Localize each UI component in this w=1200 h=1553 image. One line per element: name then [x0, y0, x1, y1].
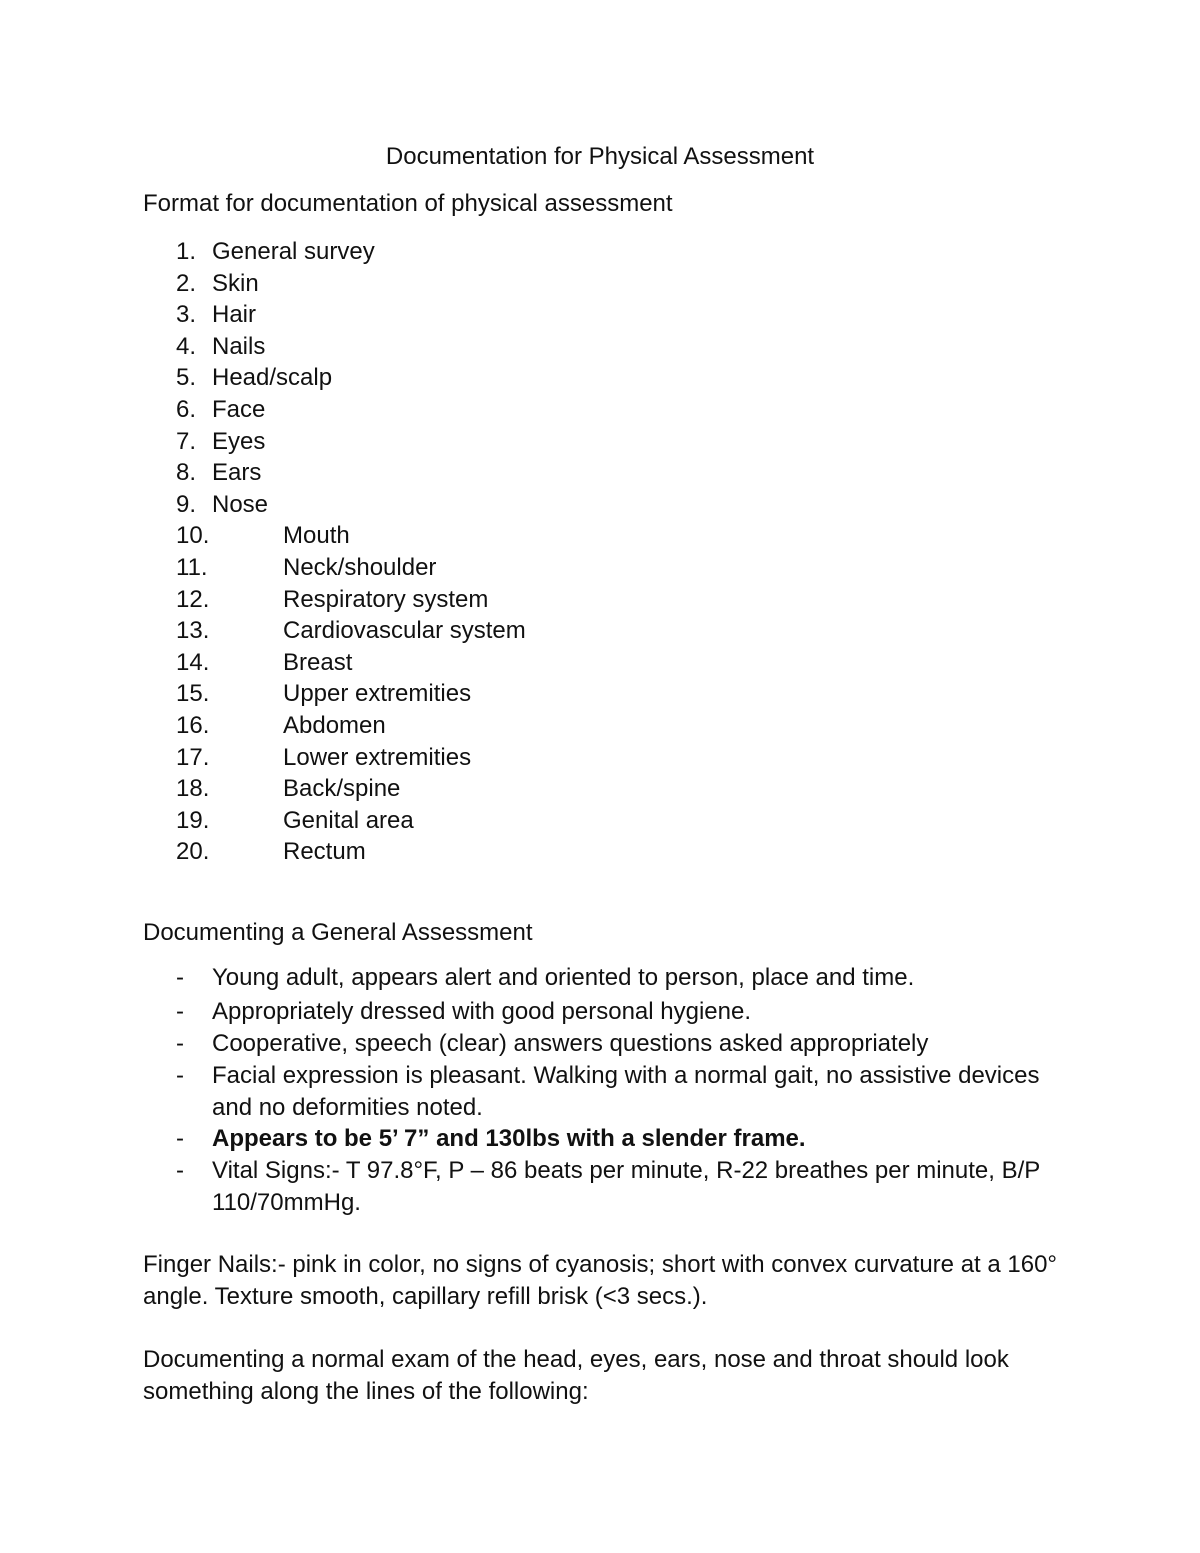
bullet-marker: -: [176, 1125, 184, 1152]
list-item-label: Rectum: [283, 838, 366, 866]
list-item-number: 20.: [176, 838, 210, 866]
list-item-label: Hair: [212, 301, 257, 329]
bullet-marker: -: [176, 1030, 184, 1057]
list-item-label: Face: [212, 396, 266, 423]
list-item-number: 15.: [176, 680, 210, 708]
list-item-number: 4.: [176, 332, 197, 360]
list-item-label: Genital area: [283, 806, 414, 834]
list-item-label: Nails: [212, 332, 266, 360]
list-item-number: 10.: [176, 522, 210, 550]
list-item-number: 19.: [176, 806, 210, 834]
bullet-marker: -: [176, 998, 184, 1025]
list-item-number: 13.: [176, 617, 210, 645]
list-item-label: Breast: [283, 648, 353, 676]
bullet-text: Appears to be 5’ 7” and 130lbs with a slender frame.: [212, 1125, 806, 1152]
list-item-label: Back/spine: [283, 775, 401, 803]
list-item-number: 18.: [176, 775, 210, 803]
list-item-number: 11.: [176, 554, 208, 581]
bullet-text: Appropriately dressed with good personal hygiene.: [212, 998, 752, 1025]
format-heading: Format for documentation of physical assessment: [143, 190, 673, 217]
list-item-label: Abdomen: [283, 712, 386, 739]
bullet-marker: -: [176, 964, 184, 991]
list-item-label: Mouth: [283, 522, 350, 550]
list-item-number: 9.: [176, 490, 197, 518]
list-item-label: Eyes: [212, 427, 266, 455]
list-item-label: Nose: [212, 490, 269, 518]
list-item-label: Respiratory system: [283, 585, 489, 613]
bullet-marker: -: [176, 1062, 184, 1089]
bullet-text: Vital Signs:- T 97.8°F, P – 86 beats per minute, R-22 breathes per minute, B/P 110/70mmHg.: [212, 1157, 1040, 1216]
list-item-number: 1.: [176, 238, 197, 265]
list-item-label: Upper extremities: [283, 680, 472, 708]
list-item-number: 3.: [176, 301, 197, 329]
finger-nails-paragraph: Finger Nails:- pink in color, no signs of cyanosis; short with convex curvature at a 160° angle. Texture smooth, capillary refill brisk (<3 secs.).: [143, 1251, 1058, 1310]
list-item-number: 7.: [176, 427, 197, 455]
list-item-label: Cardiovascular system: [283, 617, 526, 645]
bullet-text: Facial expression is pleasant. Walking with a normal gait, no assistive devices and no deformities noted.: [212, 1062, 1040, 1121]
bullet-marker: -: [176, 1157, 184, 1184]
list-item-label: Ears: [212, 459, 262, 487]
list-item-number: 6.: [176, 396, 197, 423]
bullet-text: Young adult, appears alert and oriented to person, place and time.: [212, 964, 915, 991]
list-item-number: 8.: [176, 459, 197, 487]
list-item-number: 2.: [176, 269, 197, 297]
list-item-label: Lower extremities: [283, 743, 472, 771]
heent-paragraph: Documenting a normal exam of the head, eyes, ears, nose and throat should look something along the lines of the following:: [143, 1346, 1009, 1405]
list-item-number: 5.: [176, 364, 197, 392]
list-item-number: 14.: [176, 648, 210, 676]
list-item-label: General survey: [212, 238, 375, 265]
general-assessment-heading: Documenting a General Assessment: [143, 919, 533, 946]
list-item-label: Head/scalp: [212, 364, 333, 392]
list-item-label: Neck/shoulder: [283, 554, 437, 581]
bullet-text: Cooperative, speech (clear) answers questions asked appropriately: [212, 1030, 929, 1057]
list-item-label: Skin: [212, 269, 259, 297]
list-item-number: 17.: [176, 743, 210, 771]
list-item-number: 12.: [176, 585, 210, 613]
document-title: Documentation for Physical Assessment: [385, 143, 815, 170]
list-item-number: 16.: [176, 712, 210, 739]
